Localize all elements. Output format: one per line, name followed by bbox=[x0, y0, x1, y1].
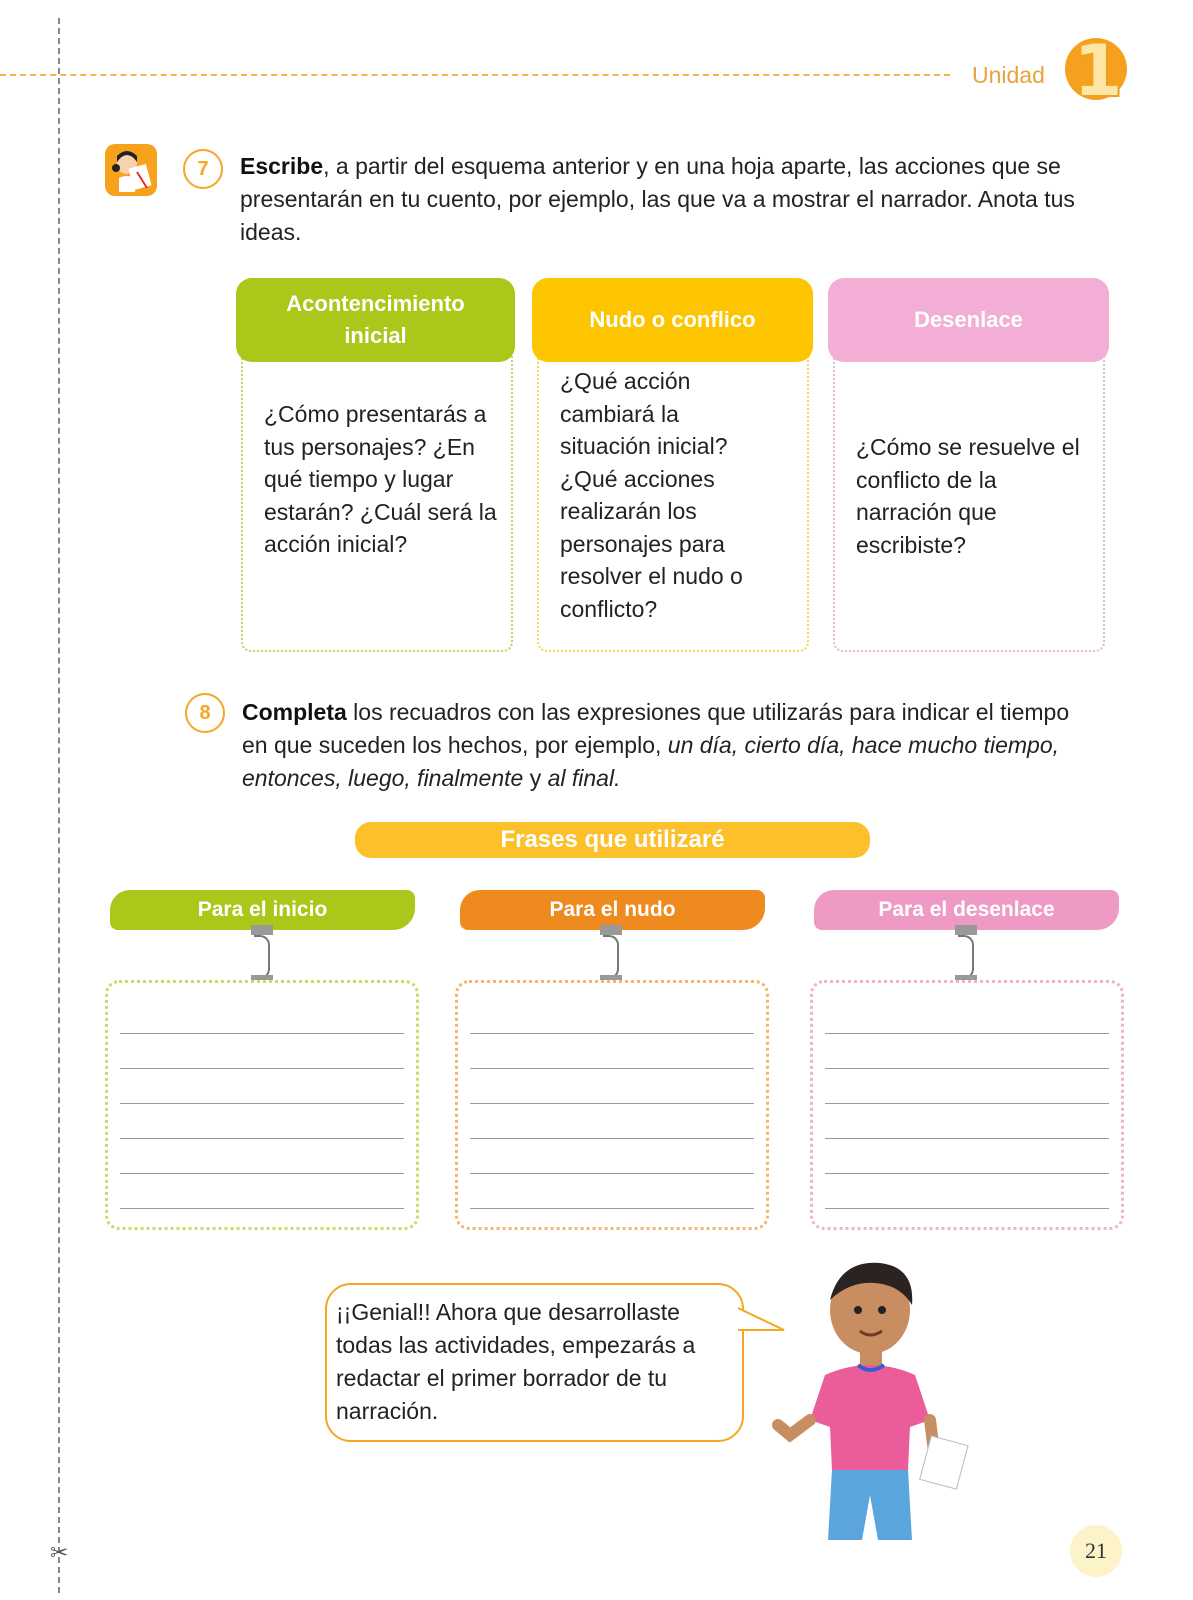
writing-line bbox=[825, 1138, 1109, 1139]
label-inicio: Para el inicio bbox=[110, 890, 415, 930]
clip-top-desenlace bbox=[955, 925, 977, 935]
clip-top-nudo bbox=[600, 925, 622, 935]
activity-8-last-example: al final. bbox=[547, 765, 621, 791]
activity-7-instructions bbox=[240, 150, 1120, 249]
writing-line bbox=[825, 1033, 1109, 1034]
activity-8-examples: un día, cierto día, hace mucho tiempo, entonces, luego, finalmente bbox=[242, 732, 1060, 791]
writing-line bbox=[470, 1138, 754, 1139]
activity-8-instructions bbox=[242, 696, 1092, 795]
writing-box-desenlace[interactable] bbox=[810, 980, 1124, 1230]
writing-line bbox=[825, 1068, 1109, 1069]
header-divider bbox=[0, 74, 950, 76]
writing-line bbox=[470, 1033, 754, 1034]
column-header-inicial bbox=[236, 278, 515, 362]
activity-7-text: , a partir del esquema anterior y en una hoja aparte, las acciones que se presentarán en tu cuento, por ejemplo, las que va a mostrar el narrador. Anota tus ideas. bbox=[240, 153, 1075, 245]
activity-8-text: los recuadros con las expresiones que utilizarás para indicar el tiempo en que suceden los hechos, por ejemplo, bbox=[242, 699, 1070, 758]
clip-top-inicio bbox=[251, 925, 273, 935]
label-nudo: Para el nudo bbox=[460, 890, 765, 930]
activity-8-verb: Completa bbox=[242, 699, 347, 725]
activity-7-number: 7 bbox=[183, 149, 223, 189]
page-number: 21 bbox=[1070, 1525, 1122, 1577]
activity-7-verb: Escribe bbox=[240, 153, 324, 179]
column-text-nudo: ¿Qué acción cambiará la situación inicial? ¿Qué acciones realizarán los personajes para resolver el nudo o conflicto? bbox=[560, 368, 743, 622]
hook-inicio bbox=[254, 935, 270, 979]
writing-line bbox=[470, 1068, 754, 1069]
activity-8-number: 8 bbox=[185, 693, 225, 733]
label-desenlace: Para el desenlace bbox=[814, 890, 1119, 930]
speech-text: ¡¡Genial!! Ahora que desarrollaste todas las actividades, empezarás a redactar el primer borrador de tu narración. bbox=[336, 1299, 696, 1424]
writing-box-nudo[interactable] bbox=[455, 980, 769, 1230]
column-title-desenlace: Desenlace bbox=[914, 307, 1023, 332]
boy-illustration bbox=[770, 1255, 970, 1540]
unit-label: Unidad bbox=[972, 62, 1045, 88]
column-text-desenlace: ¿Cómo se resuelve el conflicto de la narración que escribiste? bbox=[856, 434, 1080, 558]
writing-line bbox=[120, 1068, 404, 1069]
hook-nudo bbox=[603, 935, 619, 979]
unit-number: 1 bbox=[1073, 30, 1123, 112]
cut-line bbox=[58, 18, 60, 1593]
column-text-inicial: ¿Cómo presentarás a tus personajes? ¿En qué tiempo y lugar estarán? ¿Cuál será la acción inicial? bbox=[264, 401, 497, 557]
scissors-icon: ✂ bbox=[50, 1540, 69, 1565]
writing-line bbox=[470, 1208, 754, 1209]
activity-8-and: y bbox=[523, 765, 548, 791]
writing-line bbox=[470, 1103, 754, 1104]
writing-girl-icon bbox=[105, 144, 157, 196]
column-header-nudo bbox=[532, 278, 813, 362]
phrases-banner: Frases que utilizaré bbox=[355, 822, 870, 858]
writing-line bbox=[120, 1033, 404, 1034]
writing-line bbox=[825, 1103, 1109, 1104]
writing-box-inicio[interactable] bbox=[105, 980, 419, 1230]
writing-line bbox=[120, 1103, 404, 1104]
hook-desenlace bbox=[958, 935, 974, 979]
column-header-desenlace bbox=[828, 278, 1109, 362]
writing-line bbox=[825, 1173, 1109, 1174]
writing-line bbox=[470, 1173, 754, 1174]
writing-line bbox=[120, 1173, 404, 1174]
writing-line bbox=[120, 1208, 404, 1209]
column-title-nudo: Nudo o conflico bbox=[589, 307, 756, 332]
writing-line bbox=[120, 1138, 404, 1139]
column-title-inicial: Acontencimiento inicial bbox=[286, 291, 465, 348]
writing-line bbox=[825, 1208, 1109, 1209]
